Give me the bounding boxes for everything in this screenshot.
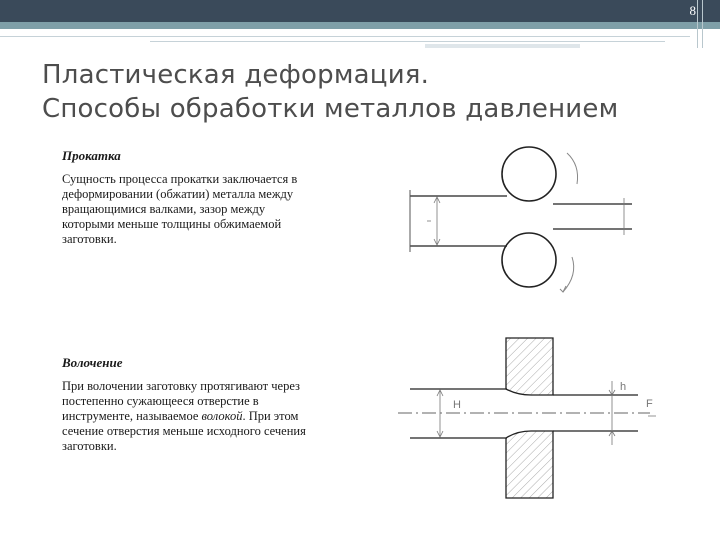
drawing-text-segment: . При этом xyxy=(242,409,299,423)
slide-title-line1: Пластическая деформация. xyxy=(42,60,430,90)
rotation-arrow-icon xyxy=(563,257,574,292)
lower-roll xyxy=(502,233,556,287)
rotation-arrow-icon xyxy=(567,153,578,184)
die-upper-half xyxy=(506,338,553,395)
rolling-text-line: заготовки. xyxy=(62,232,117,246)
upper-roll xyxy=(502,147,556,201)
rolling-text-line: вращающимися валками, зазор между xyxy=(62,202,266,216)
label-output-thickness: h xyxy=(620,381,627,393)
drawing-text-line: При волочении заготовку протягивают через xyxy=(62,379,300,393)
slide-title-line2: Способы обработки металлов давлением xyxy=(42,94,619,124)
drawing-text-line: заготовки. xyxy=(62,439,117,453)
page-number: 8 xyxy=(689,3,696,18)
drawing-die-term: волокой xyxy=(201,409,243,423)
rolling-text-line: деформировании (обжатии) металла между xyxy=(62,187,294,201)
die-lower-half xyxy=(506,431,553,498)
drawing-text-line: постепенно сужающееся отверстие в xyxy=(62,394,259,408)
rolling-diagram xyxy=(410,147,632,292)
drawing-heading: Волочение xyxy=(62,355,123,370)
drawing-text-line: сечение отверстия меньше исходного сечения xyxy=(62,424,306,438)
rolling-text-line: Сущность процесса прокатки заключается в xyxy=(62,172,298,186)
label-input-thickness: H xyxy=(453,399,461,411)
drawing-diagram xyxy=(398,338,656,498)
label-pulling-force: F xyxy=(646,398,653,410)
rolling-heading: Прокатка xyxy=(62,148,121,163)
drawing-text-segment: инструменте, называемое xyxy=(62,409,202,423)
rolling-text-line: которыми меньше толщины обжимаемой xyxy=(62,217,282,231)
